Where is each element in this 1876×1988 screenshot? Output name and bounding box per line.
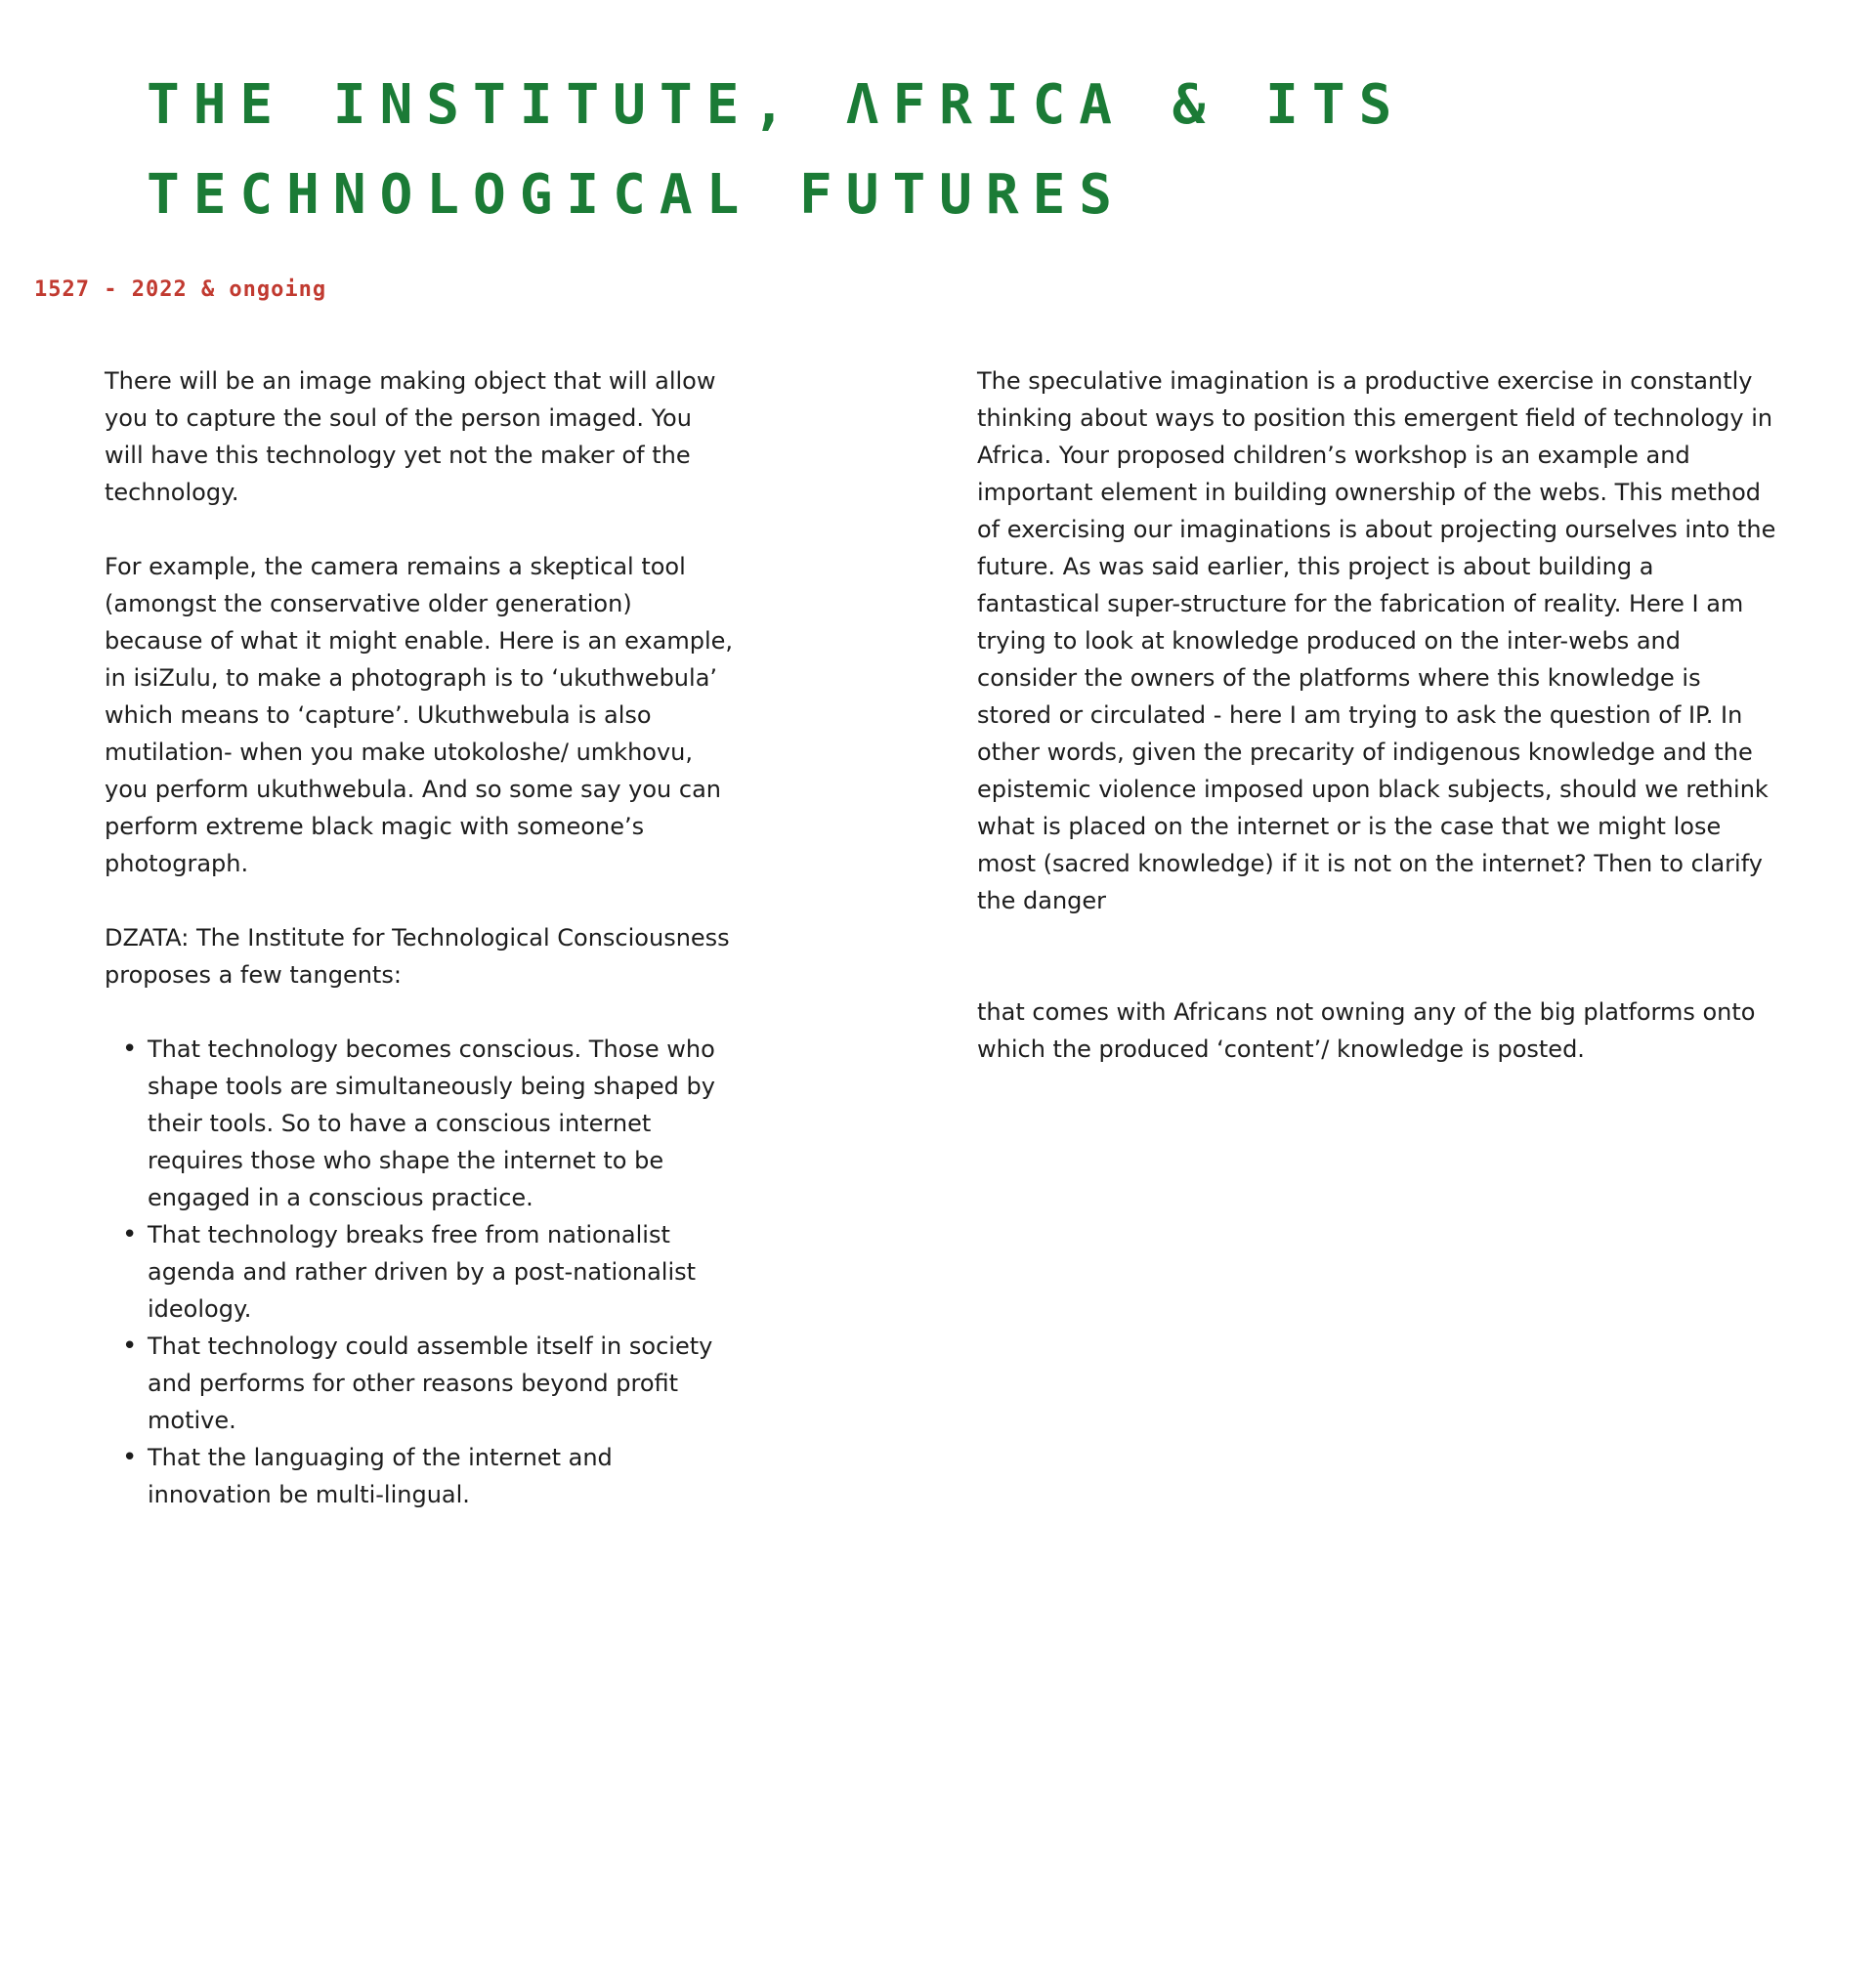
paragraph-africans-not-owning-platforms: that comes with Africans not owning any of the big platforms onto which the produced ‘content’/ knowledge is posted. — [977, 998, 1756, 1063]
list-item: • That technology could assemble itself in society and performs for other reasons beyond profit motive. — [122, 1328, 735, 1439]
list-item: • That technology breaks free from nationalist agenda and rather driven by a post-nationalist ideology. — [122, 1216, 735, 1328]
paragraph-speculative-imagination: The speculative imagination is a productive exercise in constantly thinking about ways to position this emergent field of technology in Africa. Your proposed children’s workshop is an example and important element in building ownership of the webs. This method of exercising our imaginations is about projecting ourselves into the future. As was said earlier, this project is about building a fantastical super-structure for the fabrication of reality. Here I am trying to look at knowledge produced on the inter-webs and consider the owners of the platforms where this knowledge is stored or circulated - here I am trying to ask the question of IP. In other words, given the precarity of indigenous knowledge and the epistemic violence imposed upon black subjects, should we rethink what is placed on the internet or is the case that we might lose most (sacred knowledge) if it is not on the internet? Then to clarify the danger — [977, 367, 1776, 914]
left-column — [105, 362, 735, 1513]
page-title-line-2: TECHNOLOGICAL FUTURES — [147, 163, 1127, 227]
list-item: • That technology becomes conscious. Those who shape tools are simultaneously being shaped by their tools. So to have a conscious internet requires those who shape the internet to be engaged in a conscious practice. — [122, 1031, 735, 1216]
paragraph-camera-skeptical-tool: For example, the camera remains a skeptical tool (amongst the conservative older generation) because of what it might enable. Here is an example, in isiZulu, to make a photograph is to ‘ukuthwebula’ which means to ‘capture’. Ukuthwebula is also mutilation- when you make utokoloshe/ umkhovu, you perform ukuthwebula. And so some say you can perform extreme black magic with someone’s photograph. — [105, 553, 734, 877]
date-range: 1527 - 2022 & ongoing — [34, 277, 327, 302]
two-column-body — [0, 362, 1876, 1513]
tangents-list — [105, 1031, 735, 1513]
paragraph-image-making-object: There will be an image making object that will allow you to capture the soul of the person imaged. You will have this technology yet not the maker of the technology. — [105, 367, 716, 506]
paragraph-dzata-intro: DZATA: The Institute for Technological Consciousness proposes a few tangents: — [105, 924, 730, 989]
page-title-line-1: THE INSTITUTE, ΛFRICA & ITS — [147, 73, 1406, 137]
right-column — [977, 362, 1778, 1513]
list-item: • That the languaging of the internet and innovation be multi-lingual. — [122, 1439, 735, 1513]
header — [34, 61, 1876, 302]
page-title — [147, 61, 1876, 240]
